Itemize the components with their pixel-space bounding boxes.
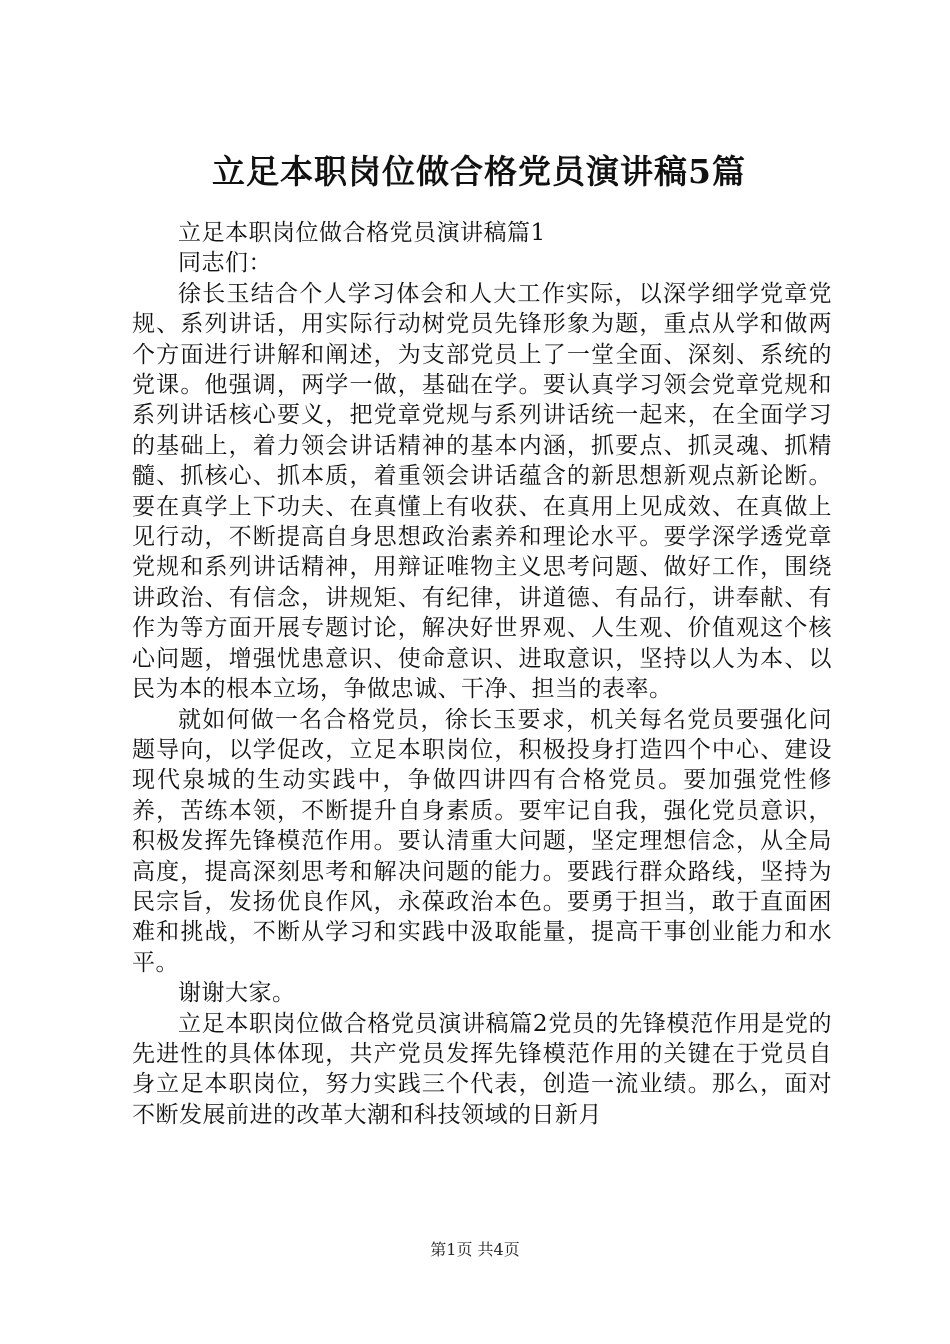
paragraph-body: 徐长玉结合个人学习体会和人大工作实际，以深学细学党章党规、系列讲话，用实际行动树党员先锋形象为题，重点从学和做两个方面进行讲解和阐述，为支部党员上了一堂全面、深刻、系统的党课。他强调，两学一做，基础在学。要认真学习领会党章党规和系列讲话核心要义，把党章党规与系列讲话统一起来，在全面学习的基础上，着力领会讲话精神的基本内涵，抓要点、抓灵魂、抓精髓、抓核心、抓本质，着重领会讲话蕴含的新思想新观点新论断。要在真学上下功夫、在真懂上有收获、在真用上见成效、在真做上见行动，不断提高自身思想政治素养和理论水平。要学深学透党章党规和系列讲话精神，用辩证唯物主义思考问题、做好工作，围绕讲政治、有信念，讲规矩、有纪律，讲道德、有品行，讲奉献、有作为等方面开展专题讨论，解决好世界观、人生观、价值观这个核心问题，增强忧患意识、使命意识、进取意识，坚持以人为本、以民为本的根本立场，争做忠诚、干净、担当的表率。 xyxy=(132,280,832,703)
paragraph-closing: 谢谢大家。 xyxy=(178,980,296,1007)
paragraph-body: 立足本职岗位做合格党员演讲稿篇2党员的先锋模范作用是党的先进性的具体体现，共产党员发挥先锋模范作用的关键在于党员自身立足本职岗位，努力实践三个代表，创造一流业绩。那么，面对不断发展前进的改革大潮和科技领域的日新月 xyxy=(132,1010,832,1128)
page-footer xyxy=(0,1240,950,1260)
document-body xyxy=(132,218,832,1130)
paragraph-salutation: 同志们： xyxy=(178,250,272,277)
paragraph-body: 就如何做一名合格党员，徐长玉要求，机关每名党员要强化问题导向，以学促改，立足本职岗位，积极投身打造四个中心、建设现代泉城的生动实践中，争做四讲四有合格党员。要加强党性修养，苦练本领，不断提升自身素质。要牢记自我，强化党员意识，积极发挥先锋模范作用。要认清重大问题，坚定理想信念，从全局高度，提高深刻思考和解决问题的能力。要践行群众路线，坚持为民宗旨，发扬优良作风，永葆政治本色。要勇于担当，敢于直面困难和挑战，不断从学习和实践中汲取能量，提高干事创业能力和水平。 xyxy=(132,706,832,976)
document-title: 立足本职岗位做合格党员演讲稿5篇 xyxy=(212,152,746,191)
document-page xyxy=(132,150,832,1130)
paragraph-section-heading: 立足本职岗位做合格党员演讲稿篇1 xyxy=(178,220,546,246)
page-indicator: 第1页 共4页 xyxy=(430,1240,520,1259)
